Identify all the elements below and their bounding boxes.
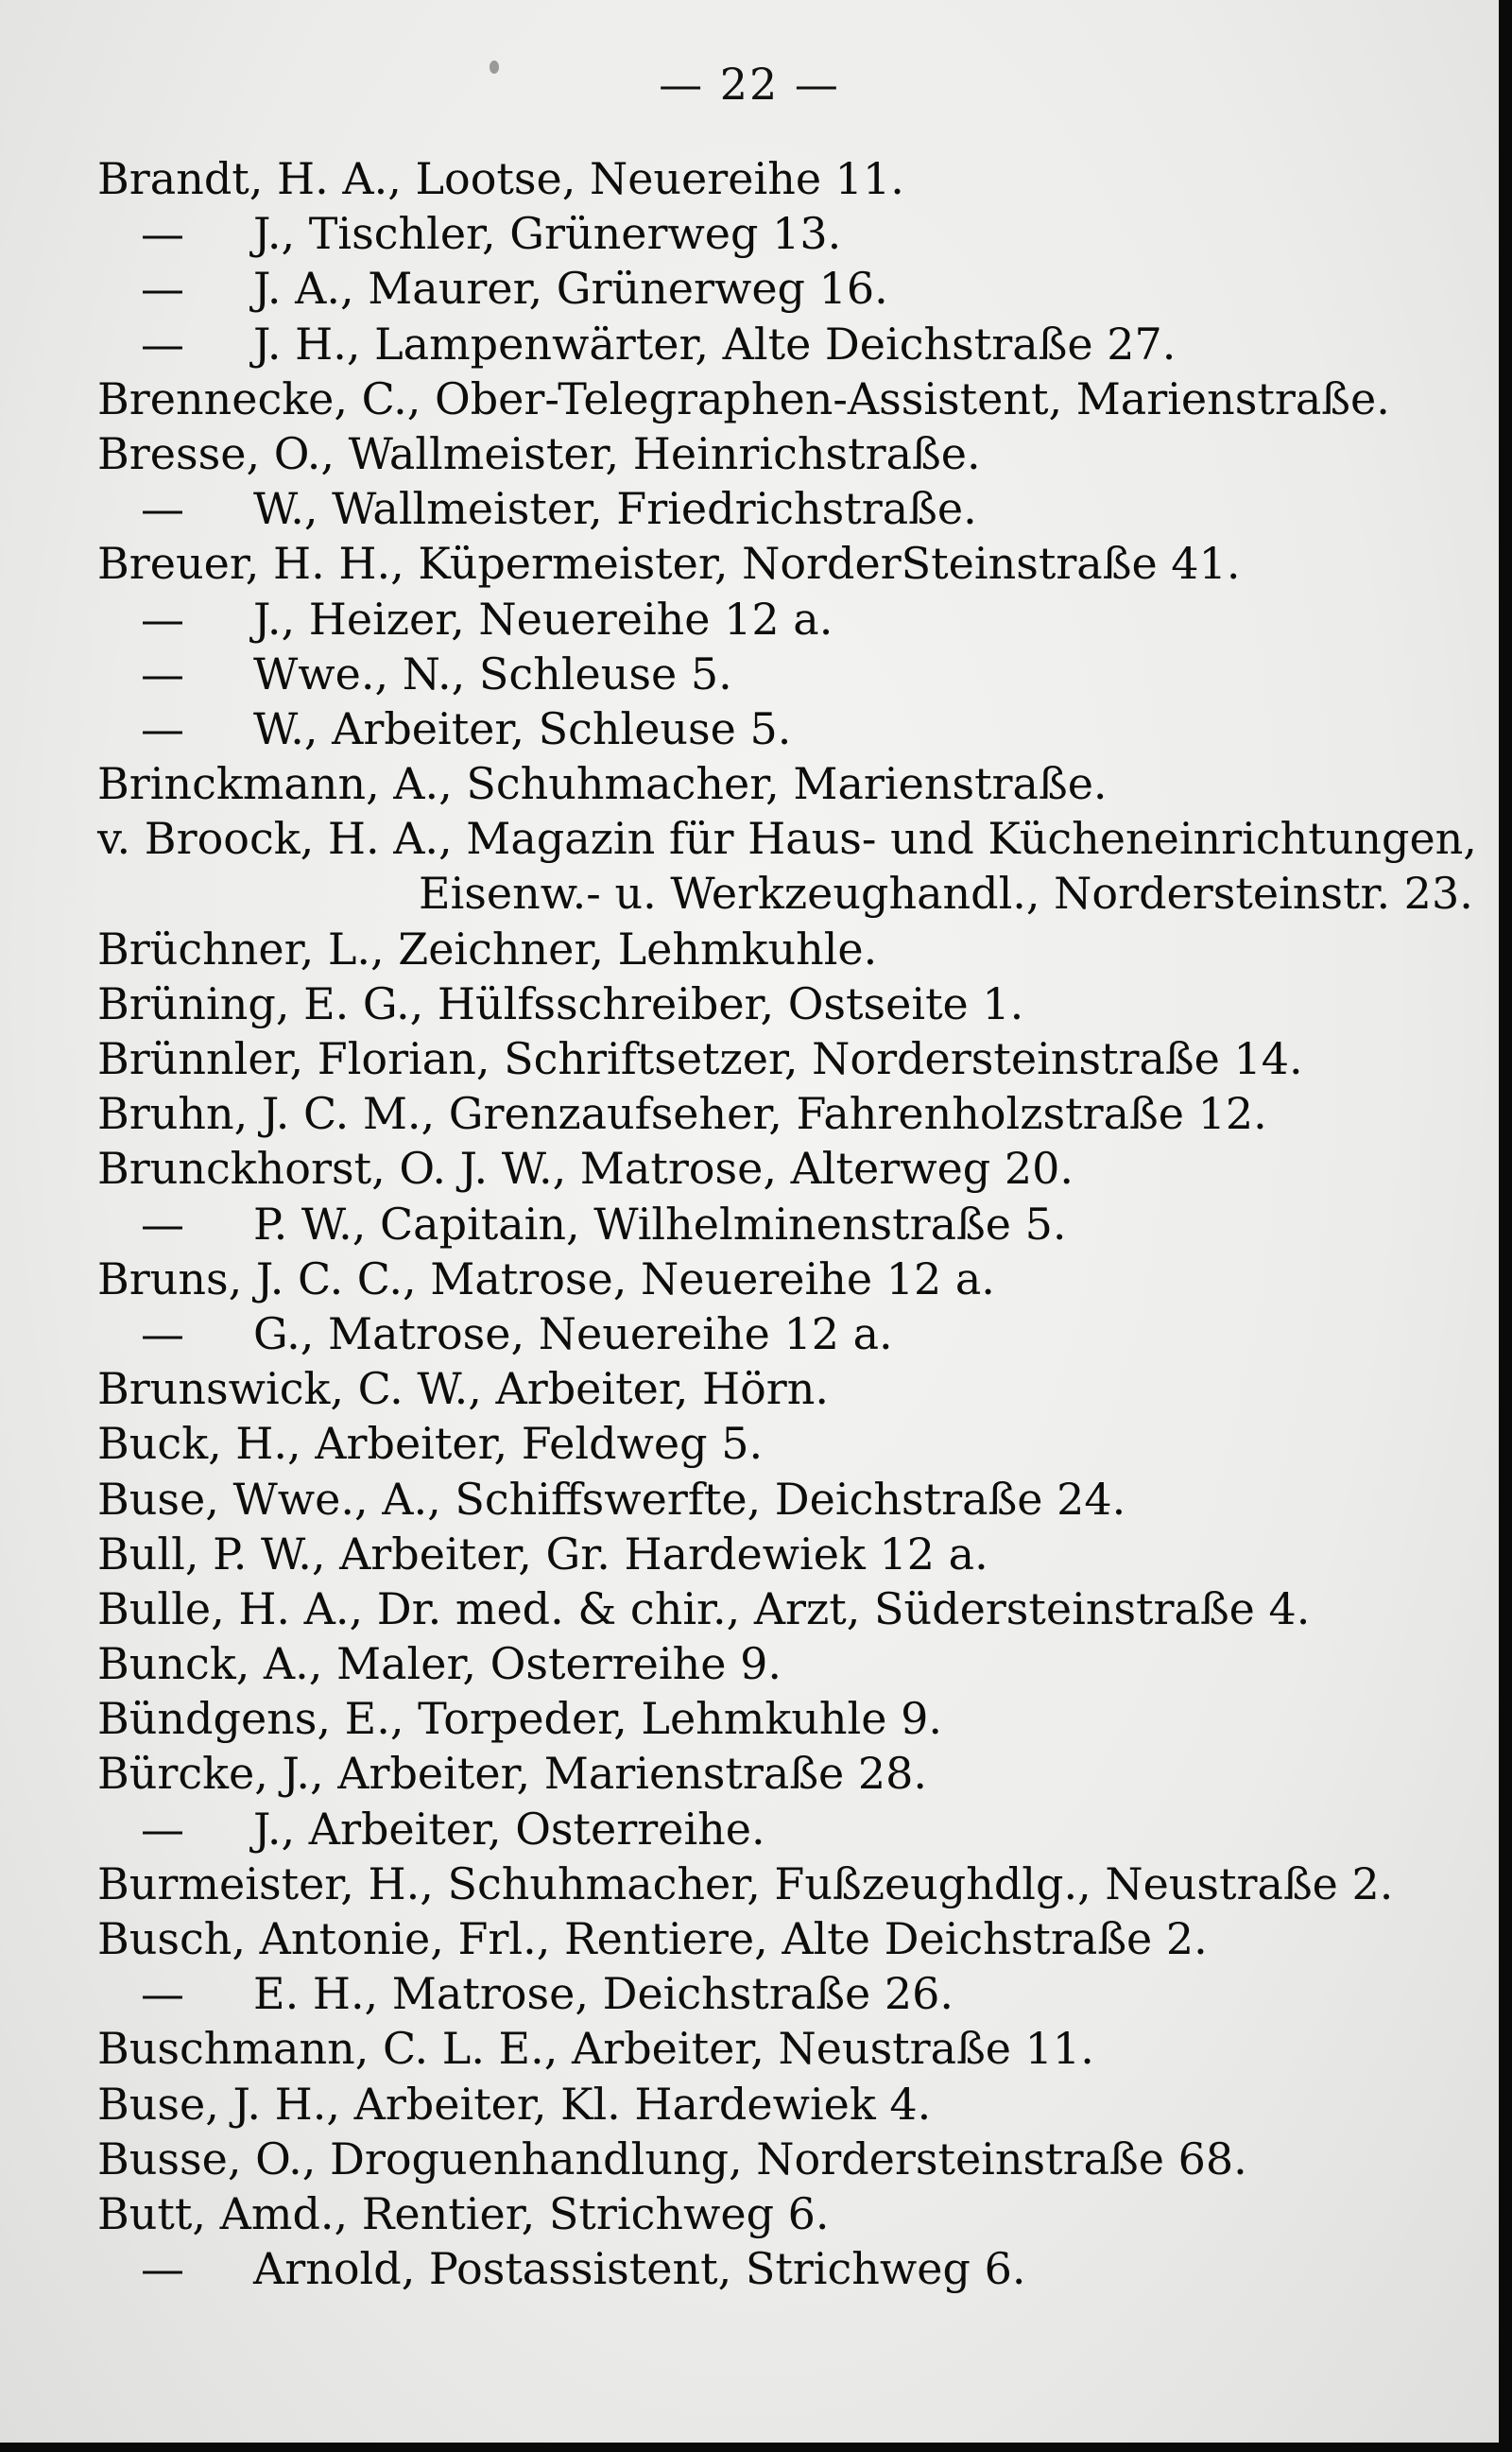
entry-text: Bruhn, J. C. M., Grenzaufseher, Fahrenholzstraße 12. [97, 1088, 1267, 1140]
entry-text: Bull, P. W., Arbeiter, Gr. Hardewiek 12 a. [97, 1528, 988, 1580]
repeat-surname-dash: — [141, 318, 184, 370]
directory-entry [97, 1472, 1439, 1527]
entry-text: Brüchner, L., Zeichner, Lehmkuhle. [97, 923, 878, 975]
repeat-surname-dash: — [141, 2243, 184, 2295]
entry-text: Brennecke, C., Ober-Telegraphen-Assistent, Marienstraße. [97, 372, 1390, 424]
entry-text: J., Arbeiter, Osterreihe. [253, 1803, 765, 1855]
entry-text: Butt, Amd., Rentier, Strichweg 6. [97, 2187, 830, 2239]
entry-text: Burmeister, H., Schuhmacher, Fußzeughdlg., Neustraße 2. [97, 1857, 1394, 1909]
entry-text: W., Arbeiter, Schleuse 5. [253, 702, 792, 754]
entry-text: Brinckmann, A., Schuhmacher, Marienstraße. [97, 758, 1108, 810]
repeat-surname-dash: — [141, 593, 184, 645]
entry-text: G., Matrose, Neuereihe 12 a. [253, 1307, 893, 1359]
repeat-surname-dash: — [141, 208, 184, 260]
directory-entry [97, 1141, 1439, 1196]
entry-text: P. W., Capitain, Wilhelminenstraße 5. [253, 1198, 1067, 1250]
entry-text: Brandt, H. A., Lootse, Neuereihe 11. [97, 153, 904, 204]
entry-text: Eisenw.- u. Werkzeughandl., Nordersteinstr. 23. [419, 868, 1473, 920]
repeat-surname-dash: — [141, 702, 184, 754]
directory-entry [97, 1856, 1439, 1911]
directory-entry [97, 1416, 1439, 1471]
directory-entry [97, 317, 1439, 371]
entry-text: Bulle, H. A., Dr. med. & chir., Arzt, Südersteinstraße 4. [97, 1582, 1311, 1634]
directory-entry [97, 2186, 1439, 2241]
entry-text: J., Heizer, Neuereihe 12 a. [253, 593, 833, 645]
entry-text: v. Broock, H. A., Magazin für Haus- und Kücheneinrichtungen, [97, 813, 1477, 865]
entry-text: Bündgens, E., Torpeder, Lehmkuhle 9. [97, 1693, 942, 1745]
repeat-surname-dash: — [141, 263, 184, 315]
directory-entry [97, 2077, 1439, 2132]
entry-text: Buse, J. H., Arbeiter, Kl. Hardewiek 4. [97, 2078, 932, 2130]
entry-text: Breuer, H. H., Küpermeister, NorderSteinstraße 41. [97, 538, 1241, 590]
repeat-surname-dash: — [141, 1307, 184, 1359]
directory-entry [97, 1361, 1439, 1416]
directory-entry [97, 647, 1439, 701]
directory-entry [97, 2021, 1439, 2076]
entry-text: Bresse, O., Wallmeister, Heinrichstraße. [97, 427, 981, 479]
directory-entry [97, 811, 1477, 866]
directory-entry-continuation [97, 866, 1473, 921]
directory-entry [97, 536, 1439, 591]
directory-entry [97, 1802, 1439, 1856]
directory-entry [97, 1086, 1439, 1141]
entry-text: Busch, Antonie, Frl., Rentiere, Alte Deichstraße 2. [97, 1913, 1208, 1964]
directory-entry [97, 1691, 1439, 1746]
directory-entry [97, 371, 1439, 426]
repeat-surname-dash: — [141, 1803, 184, 1855]
directory-entry [97, 922, 1439, 976]
entry-text: Bunck, A., Maler, Osterreihe 9. [97, 1638, 782, 1690]
directory-entry [97, 701, 1439, 756]
directory-entry [97, 1031, 1439, 1086]
directory-entry [97, 1966, 1439, 2021]
entry-text: Buschmann, C. L. E., Arbeiter, Neustraße 11. [97, 2023, 1094, 2075]
directory-entry-list [97, 151, 1477, 2296]
repeat-surname-dash: — [141, 1198, 184, 1250]
directory-entry [97, 206, 1439, 261]
directory-entry [97, 151, 1439, 206]
directory-entry [97, 756, 1439, 811]
entry-text: Busse, O., Droguenhandlung, Nordersteinstraße 68. [97, 2133, 1247, 2184]
directory-entry [97, 1911, 1439, 1966]
directory-entry [97, 1746, 1439, 1801]
directory-entry [97, 426, 1439, 481]
entry-text: Brunswick, C. W., Arbeiter, Hörn. [97, 1363, 830, 1415]
repeat-surname-dash: — [141, 648, 184, 699]
entry-text: Brüning, E. G., Hülfsschreiber, Ostseite 1. [97, 977, 1024, 1029]
directory-entry [97, 1306, 1439, 1361]
entry-text: Brünnler, Florian, Schriftsetzer, Nordersteinstraße 14. [97, 1033, 1303, 1084]
page-number: — 22 — [659, 59, 840, 110]
directory-entry [97, 261, 1439, 316]
directory-entry [97, 1636, 1439, 1691]
directory-entry [97, 1527, 1439, 1581]
entry-text: Brunckhorst, O. J. W., Matrose, Alterweg 20. [97, 1143, 1074, 1195]
directory-entry [97, 976, 1439, 1031]
repeat-surname-dash: — [141, 483, 184, 535]
directory-entry [97, 1581, 1439, 1636]
entry-text: Wwe., N., Schleuse 5. [253, 648, 732, 699]
repeat-surname-dash: — [141, 1968, 184, 2020]
directory-entry [97, 1197, 1439, 1252]
directory-entry [97, 2132, 1439, 2186]
directory-entry [97, 1252, 1439, 1306]
directory-entry [97, 2241, 1439, 2296]
entry-text: E. H., Matrose, Deichstraße 26. [253, 1968, 954, 2020]
directory-entry [97, 481, 1439, 536]
entry-text: Bürcke, J., Arbeiter, Marienstraße 28. [97, 1748, 928, 1800]
entry-text: W., Wallmeister, Friedrichstraße. [253, 483, 977, 535]
directory-entry [97, 592, 1439, 647]
entry-text: Bruns, J. C. C., Matrose, Neuereihe 12 a. [97, 1252, 995, 1304]
entry-text: Arnold, Postassistent, Strichweg 6. [253, 2243, 1026, 2295]
entry-text: J. H., Lampenwärter, Alte Deichstraße 27. [253, 318, 1177, 370]
entry-text: J. A., Maurer, Grünerweg 16. [253, 263, 888, 315]
entry-text: Buck, H., Arbeiter, Feldweg 5. [97, 1418, 764, 1470]
entry-text: Buse, Wwe., A., Schiffswerfte, Deichstraße 24. [97, 1473, 1126, 1525]
entry-text: J., Tischler, Grünerweg 13. [253, 208, 842, 260]
